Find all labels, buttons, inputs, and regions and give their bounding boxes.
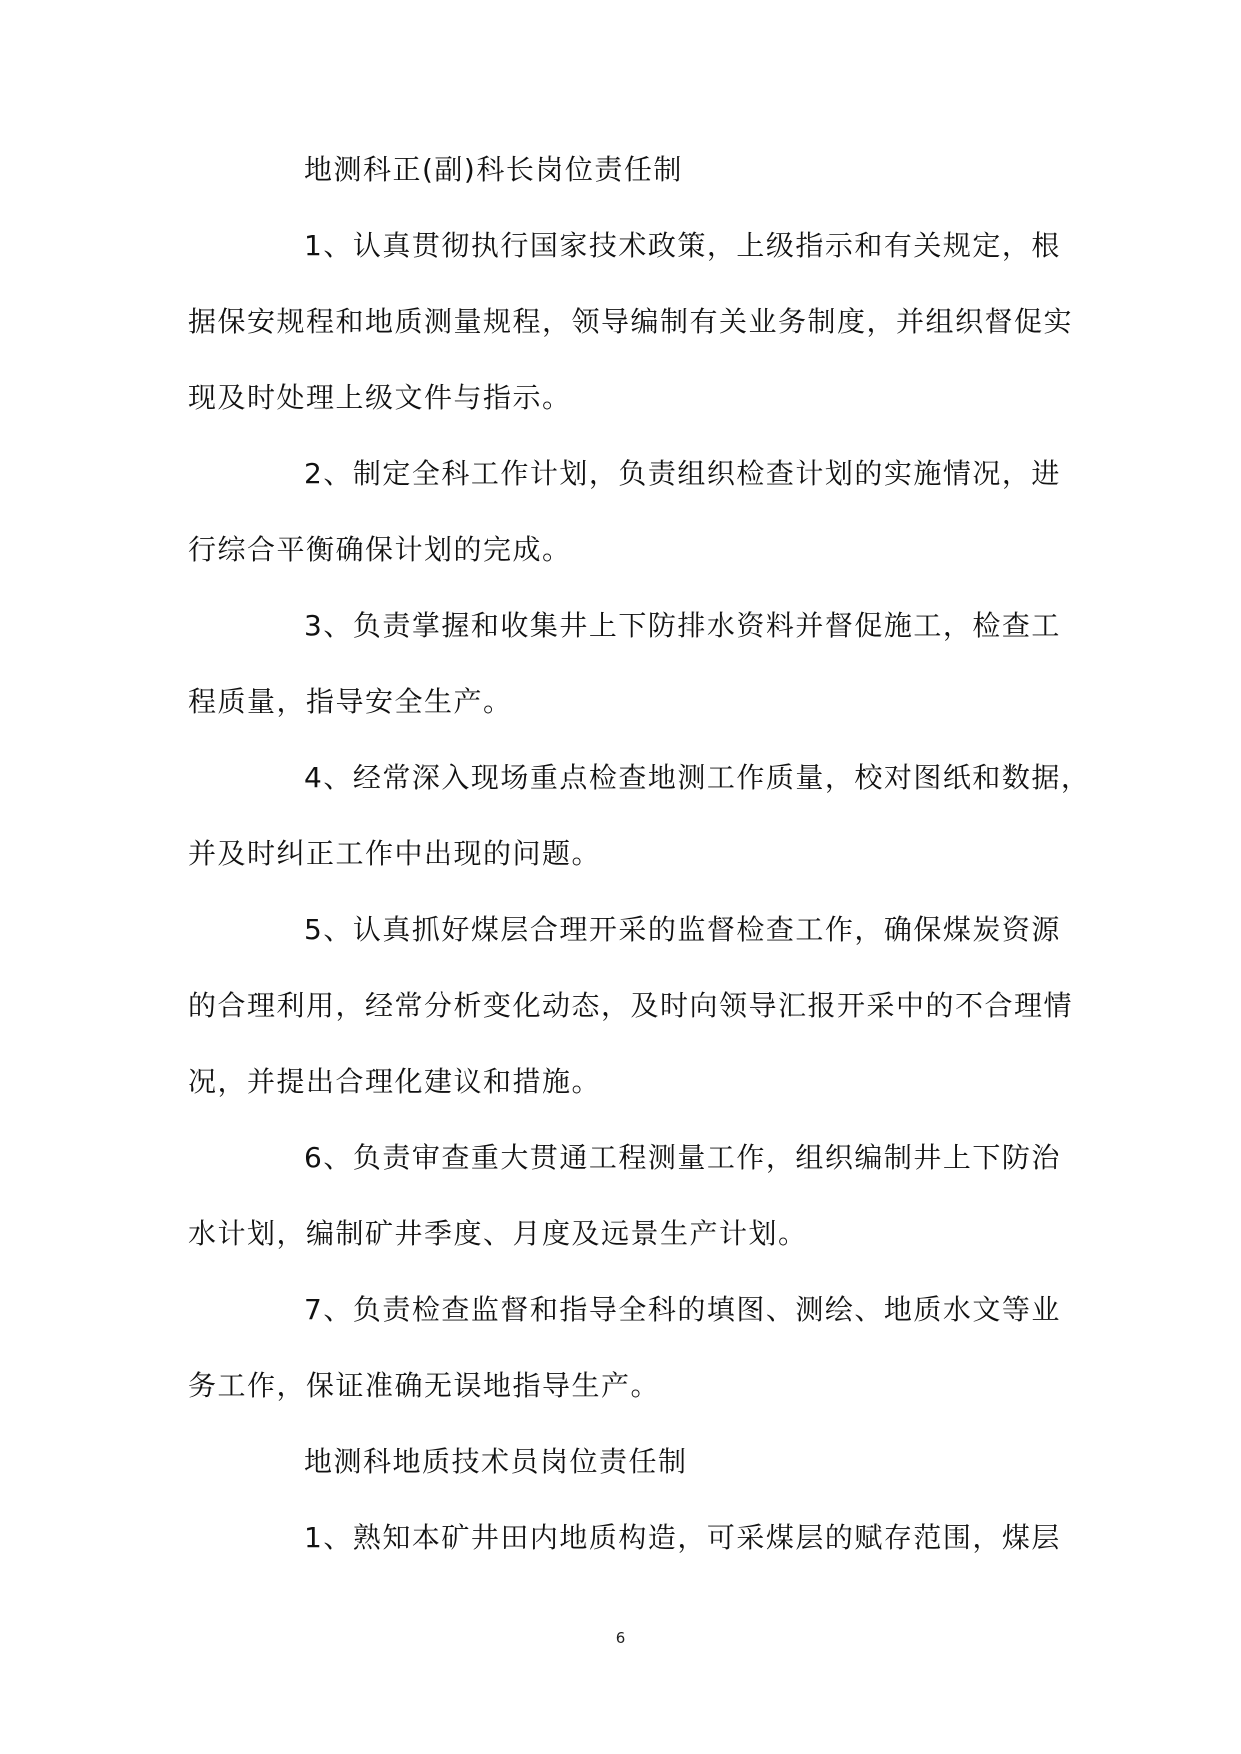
text-line: 现及时处理上级文件与指示。 — [188, 381, 572, 414]
text-line: 1、熟知本矿井田内地质构造，可采煤层的赋存范围，煤层 — [304, 1521, 1061, 1554]
text-line: 务工作，保证准确无误地指导生产。 — [188, 1369, 661, 1402]
text-line: 1、认真贯彻执行国家技术政策，上级指示和有关规定，根 — [304, 229, 1061, 262]
text-line: 2、制定全科工作计划，负责组织检查计划的实施情况，进 — [304, 457, 1061, 490]
page-number: 6 — [615, 1629, 626, 1647]
text-line: 行综合平衡确保计划的完成。 — [188, 533, 572, 566]
section-title-technician: 地测科地质技术员岗位责任制 — [304, 1445, 688, 1478]
text-line: 水计划，编制矿井季度、月度及远景生产计划。 — [188, 1217, 808, 1250]
text-line: 4、经常深入现场重点检查地测工作质量，校对图纸和数据， — [304, 761, 1091, 794]
text-line: 7、负责检查监督和指导全科的填图、测绘、地质水文等业 — [304, 1293, 1061, 1326]
text-line: 3、负责掌握和收集井上下防排水资料并督促施工，检查工 — [304, 609, 1061, 642]
text-line: 况，并提出合理化建议和措施。 — [188, 1065, 602, 1098]
text-line: 并及时纠正工作中出现的问题。 — [188, 837, 602, 870]
text-line: 6、负责审查重大贯通工程测量工作，组织编制井上下防治 — [304, 1141, 1061, 1174]
text-line: 据保安规程和地质测量规程，领导编制有关业务制度，并组织督促实 — [188, 305, 1074, 338]
text-line: 5、认真抓好煤层合理开采的监督检查工作，确保煤炭资源 — [304, 913, 1061, 946]
section-title-chief: 地测科正(副)科长岗位责任制 — [304, 153, 683, 186]
text-line: 的合理利用，经常分析变化动态，及时向领导汇报开采中的不合理情 — [188, 989, 1074, 1022]
text-line: 程质量，指导安全生产。 — [188, 685, 513, 718]
